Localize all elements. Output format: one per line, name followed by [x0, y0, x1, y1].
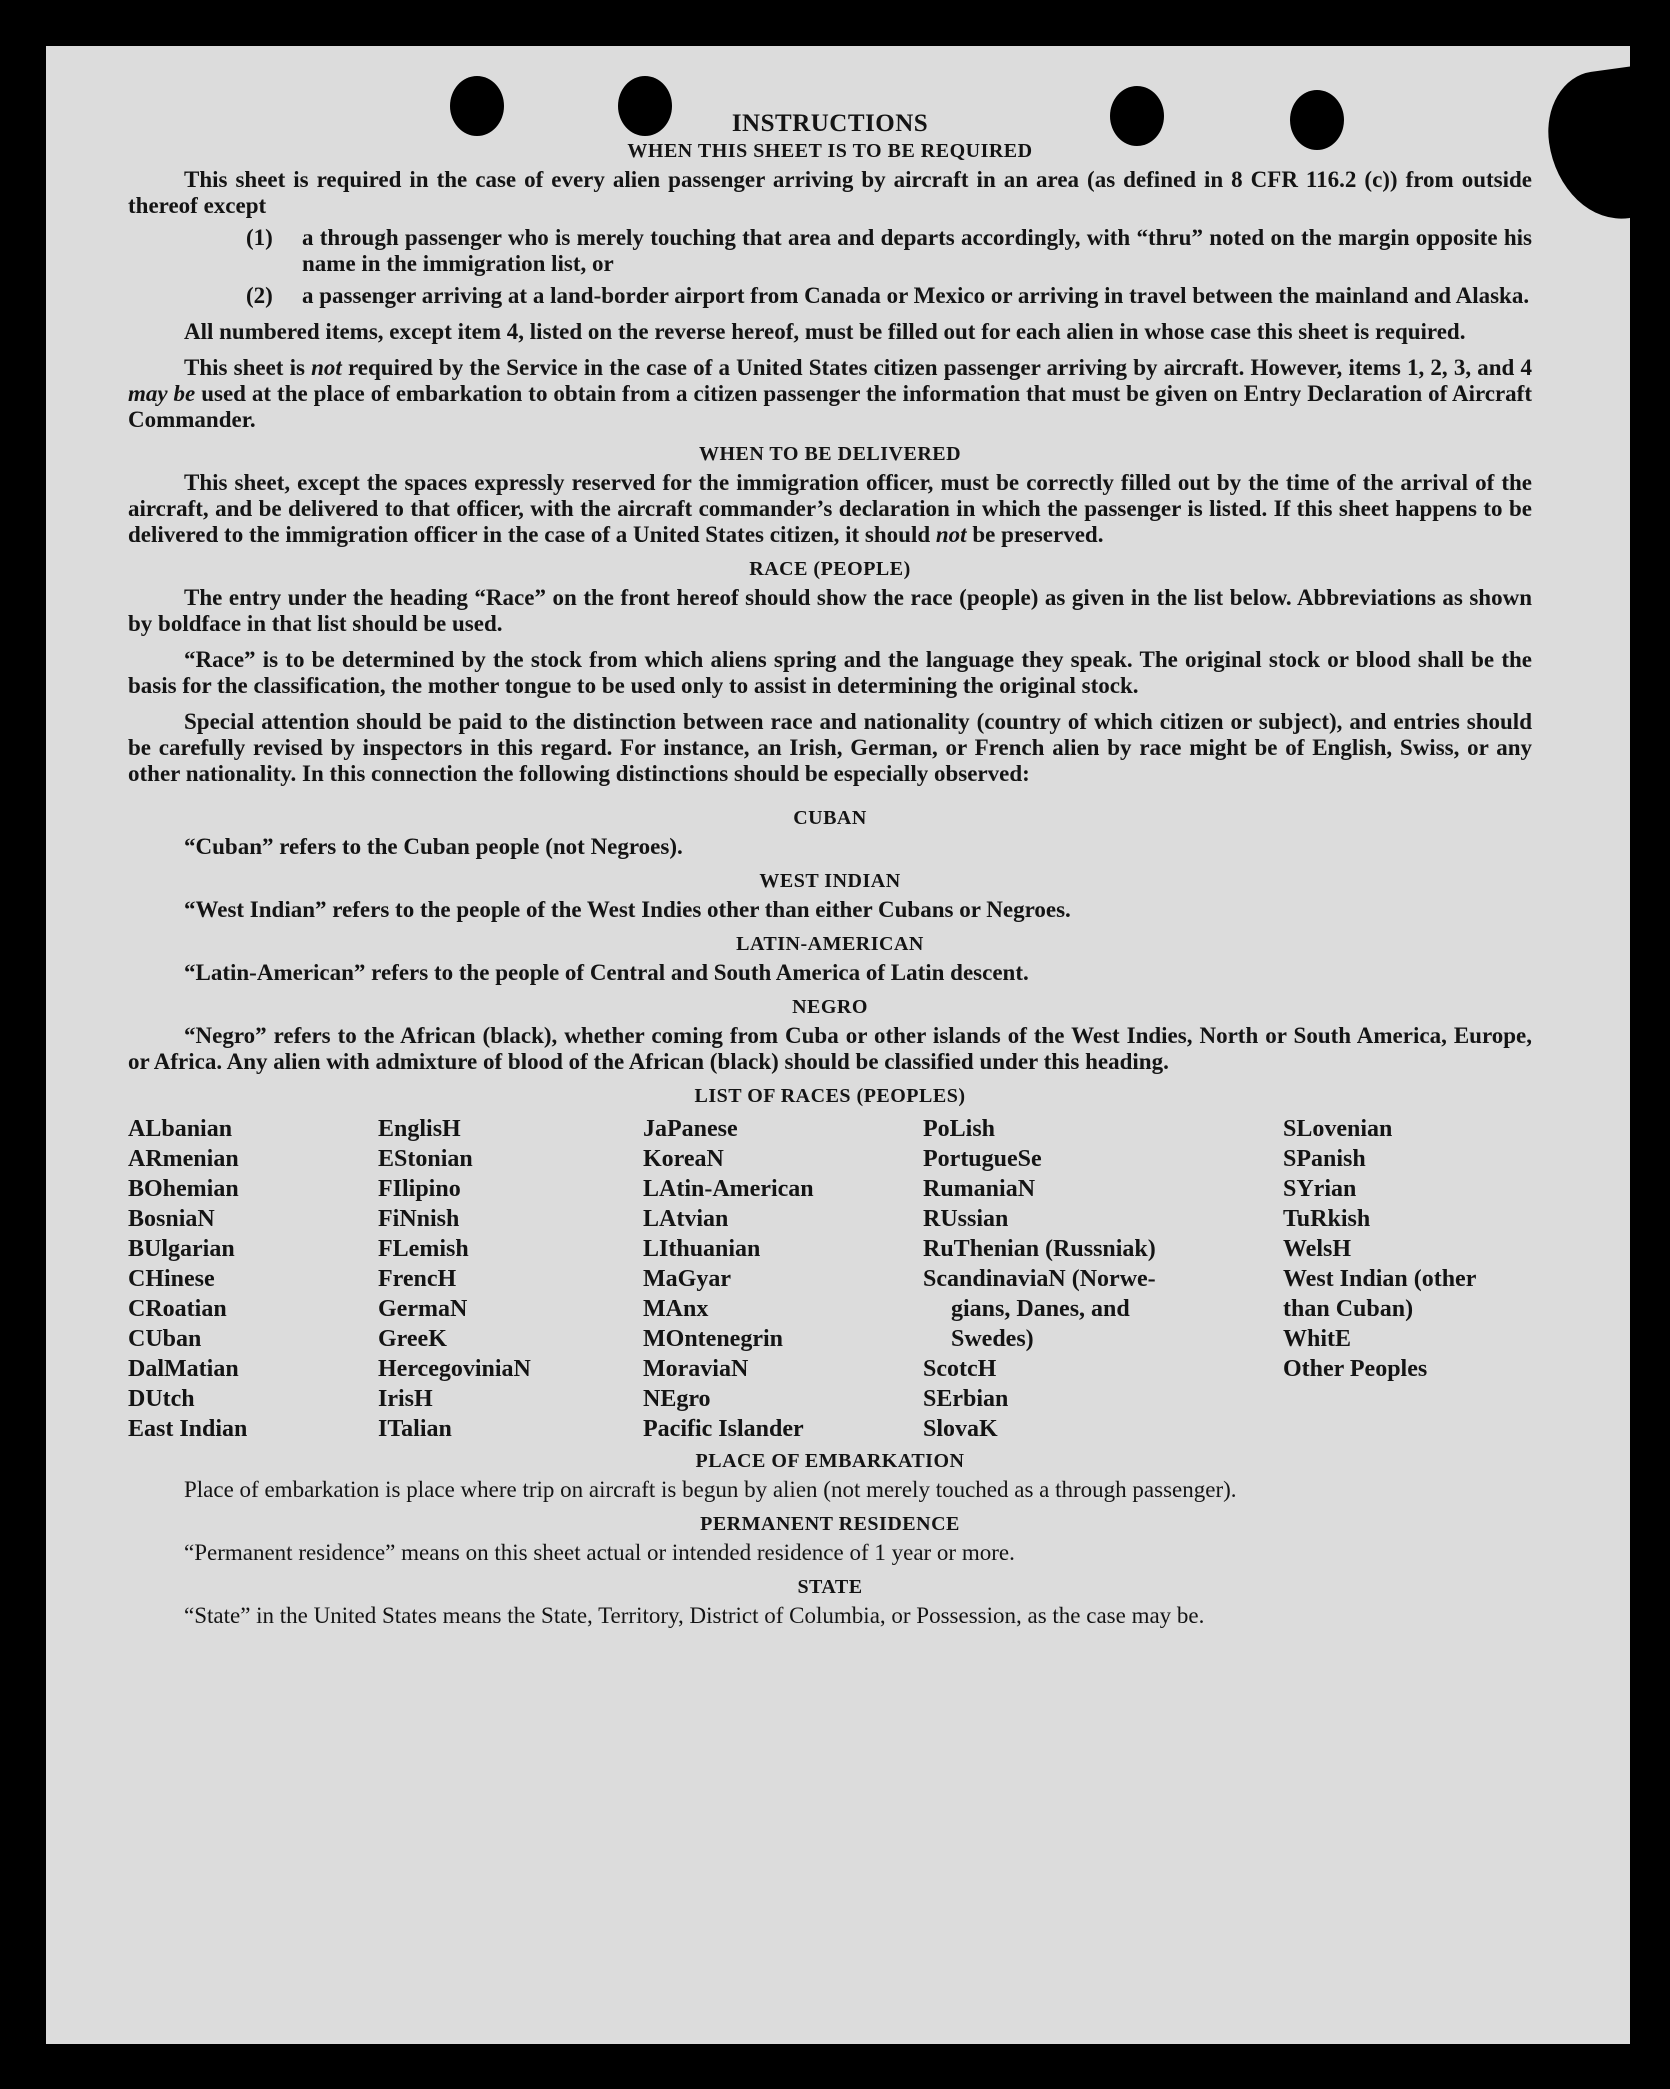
list-item: FiNnish — [378, 1206, 460, 1232]
state-text: “State” in the United States means the State, Territory, District of Columbia, or Possession, as the case may be. — [184, 1603, 1205, 1628]
list-item: MoraviaN — [643, 1356, 749, 1382]
document-page — [46, 46, 1630, 2044]
list-item: RuThenian (Russniak) — [923, 1236, 1156, 1262]
race-paragraph-2: “Race” is to be determined by the stock from which aliens spring and the language they speak. The original stock or blood shall be the basis for the classification, the mother tongue to be used only to assist in determining the original stock. — [128, 647, 1532, 698]
heading-place-of-embarkation: PLACE OF EMBARKATION — [695, 1450, 965, 1472]
item-number: (2) — [246, 283, 273, 308]
races-list — [128, 1114, 1532, 1444]
races-column-5 — [1283, 1114, 1532, 1444]
exception-item-2 — [128, 283, 1532, 309]
list-item: ALbanian — [128, 1116, 233, 1142]
list-item: TuRkish — [1283, 1206, 1371, 1232]
heading-permanent-residence: PERMANENT RESIDENCE — [700, 1513, 960, 1535]
list-item: LAtvian — [643, 1206, 729, 1232]
list-item: CHinese — [128, 1266, 215, 1292]
list-item: Swedes) — [951, 1326, 1034, 1352]
list-item: West Indian (other — [1283, 1266, 1477, 1292]
list-item: BOhemian — [128, 1176, 239, 1202]
list-item: GermaN — [378, 1296, 468, 1322]
instructions-content — [128, 110, 1532, 1629]
west-indian-text: “West Indian” refers to the people of the West Indies other than either Cubans or Negroes. — [184, 897, 1071, 922]
heading-list-of-races: LIST OF RACES (PEOPLES) — [694, 1085, 966, 1107]
cuban-text: “Cuban” refers to the Cuban people (not Negroes). — [184, 834, 683, 859]
heading-latin-american: LATIN-AMERICAN — [736, 933, 924, 955]
list-item: ScandinaviaN (Norwe- — [923, 1266, 1156, 1292]
heading-race: RACE (PEOPLE) — [749, 558, 911, 580]
list-item: PoLish — [923, 1116, 996, 1142]
list-item: RUssian — [923, 1206, 1009, 1232]
list-item: ITalian — [378, 1416, 452, 1442]
list-item: BosniaN — [128, 1206, 215, 1232]
list-item: MOntenegrin — [643, 1326, 783, 1352]
list-item: CUban — [128, 1326, 202, 1352]
list-item: SErbian — [923, 1386, 1009, 1412]
list-item: WhitE — [1283, 1326, 1352, 1352]
list-item: MaGyar — [643, 1266, 731, 1292]
list-item: NEgro — [643, 1386, 711, 1412]
heading-west-indian: WEST INDIAN — [759, 870, 901, 892]
list-item: SYrian — [1283, 1176, 1357, 1202]
list-item: SLovenian — [1283, 1116, 1393, 1142]
list-item: BUlgarian — [128, 1236, 235, 1262]
list-item: FIlipino — [378, 1176, 461, 1202]
latin-american-text: “Latin-American” refers to the people of Central and South America of Latin descent. — [184, 960, 1029, 985]
list-item: KoreaN — [643, 1146, 724, 1172]
list-item: JaPanese — [643, 1116, 738, 1142]
races-column-4 — [923, 1114, 1283, 1444]
list-item: IrisH — [378, 1386, 433, 1412]
torn-corner — [1540, 62, 1630, 227]
list-item: EStonian — [378, 1146, 473, 1172]
list-item: CRoatian — [128, 1296, 227, 1322]
heading-when-delivered: WHEN TO BE DELIVERED — [698, 443, 962, 465]
embarkation-text: Place of embarkation is place where trip on aircraft is begun by alien (not merely touched as a through passenger). — [184, 1477, 1237, 1502]
residence-text: “Permanent residence” means on this sheet actual or intended residence of 1 year or more. — [184, 1540, 1015, 1565]
heading-when-required: WHEN THIS SHEET IS TO BE REQUIRED — [627, 140, 1033, 162]
race-paragraph-3: Special attention should be paid to the distinction between race and nationality (country of which citizen or subject), and entries should be carefully revised by inspectors in this regard. For instance, an Irish, German, or French alien by race might be of English, Swiss, or any other nationality. In this connection the following distinctions should be especially observed: — [128, 709, 1532, 786]
list-item: RumaniaN — [923, 1176, 1036, 1202]
list-item: EnglisH — [378, 1116, 461, 1142]
list-item: PortugueSe — [923, 1146, 1042, 1172]
negro-text: “Negro” refers to the African (black), whether coming from Cuba or other islands of the West Indies, North or South America, Europe, or Africa. Any alien with admixture of blood of the African (black) should be classified under this heading. — [128, 1023, 1532, 1074]
heading-cuban: CUBAN — [793, 807, 867, 829]
list-item: DUtch — [128, 1386, 195, 1412]
list-item: East Indian — [128, 1416, 248, 1442]
citizen-paragraph: This sheet is not required by the Service in the case of a United States citizen passenger arriving by aircraft. However, items 1, 2, 3, and 4 may be used at the place of embarkation to obtain from a citizen passenger the information that must be given on Entry Declaration of Aircraft Commander. — [128, 355, 1532, 432]
races-column-3 — [643, 1114, 923, 1444]
list-item: Other Peoples — [1283, 1356, 1428, 1382]
heading-negro: NEGRO — [792, 996, 868, 1018]
list-item: gians, Danes, and — [951, 1296, 1130, 1322]
list-item: LAtin-American — [643, 1176, 814, 1202]
list-item: DalMatian — [128, 1356, 239, 1382]
races-column-2 — [378, 1114, 643, 1444]
list-item: HercegoviniaN — [378, 1356, 531, 1382]
list-item: LIthuanian — [643, 1236, 761, 1262]
list-item: ARmenian — [128, 1146, 239, 1172]
item-number: (1) — [246, 225, 273, 250]
list-item: MAnx — [643, 1296, 709, 1322]
item-text: a passenger arriving at a land-border airport from Canada or Mexico or arriving in travel between the mainland and Alaska. — [302, 283, 1530, 308]
exception-item-1 — [128, 225, 1532, 277]
list-item: ScotcH — [923, 1356, 997, 1382]
list-item: WelsH — [1283, 1236, 1352, 1262]
delivered-paragraph: This sheet, except the spaces expressly reserved for the immigration officer, must be correctly filled out by the time of the arrival of the aircraft, and be delivered to that officer, with the aircraft commander’s declaration in which the passenger is listed. If this sheet happens to be delivered to the immigration officer in the case of a United States citizen, it should not be preserved. — [128, 470, 1532, 547]
required-paragraph: This sheet is required in the case of every alien passenger arriving by aircraft in an area (as defined in 8 CFR 116.2 (c)) from outside thereof except — [128, 167, 1532, 218]
heading-state: STATE — [797, 1576, 863, 1598]
numbered-items-paragraph: All numbered items, except item 4, listed on the reverse hereof, must be filled out for each alien in whose case this sheet is required. — [184, 319, 1466, 344]
list-item: Pacific Islander — [643, 1416, 804, 1442]
list-item: GreeK — [378, 1326, 447, 1352]
race-paragraph-1: The entry under the heading “Race” on the front hereof should show the race (people) as given in the list below. Abbreviations as shown by boldface in that list should be used. — [128, 585, 1532, 636]
races-column-1 — [128, 1114, 378, 1444]
list-item: SPanish — [1283, 1146, 1366, 1172]
list-item: than Cuban) — [1283, 1296, 1414, 1322]
item-text: a through passenger who is merely touching that area and departs accordingly, with “thru” noted on the margin opposite his name in the immigration list, or — [302, 225, 1532, 276]
list-item: FrencH — [378, 1266, 457, 1292]
page-title: INSTRUCTIONS — [731, 110, 929, 137]
list-item: SlovaK — [923, 1416, 998, 1442]
list-item: FLemish — [378, 1236, 469, 1262]
